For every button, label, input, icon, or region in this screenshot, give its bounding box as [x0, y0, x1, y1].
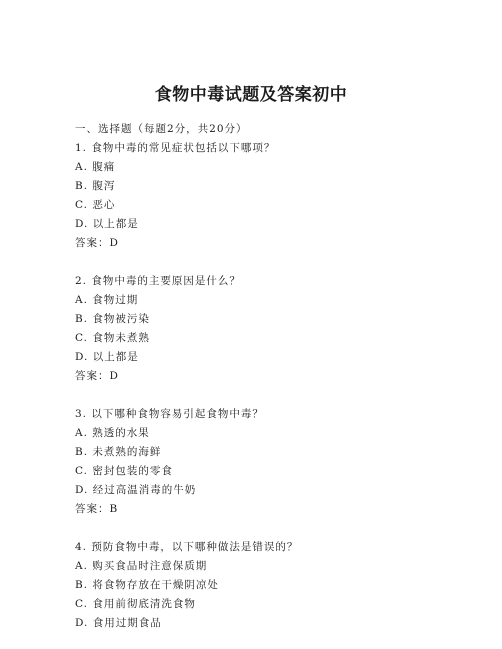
option-b: B. 将食物存放在干燥阴凉处	[75, 579, 219, 591]
paragraph-gap	[75, 253, 435, 272]
document-title: 食物中毒试题及答案初中	[154, 85, 348, 105]
question-stem: 2. 食物中毒的主要原因是什么？	[75, 275, 241, 287]
answer-line: 答案：D	[75, 237, 119, 249]
question-stem: 3. 以下哪种食物容易引起食物中毒？	[75, 408, 264, 420]
question-stem: 4. 预防食物中毒，以下哪种做法是错误的？	[75, 541, 299, 553]
option-b: B. 腹泻	[75, 180, 116, 192]
question-2	[75, 272, 435, 386]
answer-line: 答案：B	[75, 503, 119, 515]
option-d: D. 经过高温消毒的牛奶	[75, 484, 197, 496]
paragraph-gap	[75, 519, 435, 538]
question-3	[75, 405, 435, 519]
option-a: A. 腹痛	[75, 161, 116, 173]
answer-line: 答案：D	[75, 370, 119, 382]
option-d: D. 以上都是	[75, 351, 139, 363]
section-heading: 一、选择题（每题2分，共20分）	[75, 123, 248, 135]
question-4	[75, 538, 435, 633]
question-1	[75, 139, 435, 253]
option-a: A. 购买食品时注意保质期	[75, 560, 208, 572]
paragraph-gap	[75, 386, 435, 405]
option-a: A. 熟透的水果	[75, 427, 150, 439]
option-b: B. 未煮熟的海鲜	[75, 446, 162, 458]
option-c: C. 食物未煮熟	[75, 332, 150, 344]
option-c: C. 恶心	[75, 199, 116, 211]
option-b: B. 食物被污染	[75, 313, 150, 325]
document-body	[75, 120, 435, 633]
option-c: C. 密封包装的零食	[75, 465, 173, 477]
option-d: D. 食用过期食品	[75, 617, 162, 629]
option-c: C. 食用前彻底清洗食物	[75, 598, 196, 610]
question-stem: 1. 食物中毒的常见症状包括以下哪项？	[75, 142, 276, 154]
option-d: D. 以上都是	[75, 218, 139, 230]
option-a: A. 食物过期	[75, 294, 139, 306]
